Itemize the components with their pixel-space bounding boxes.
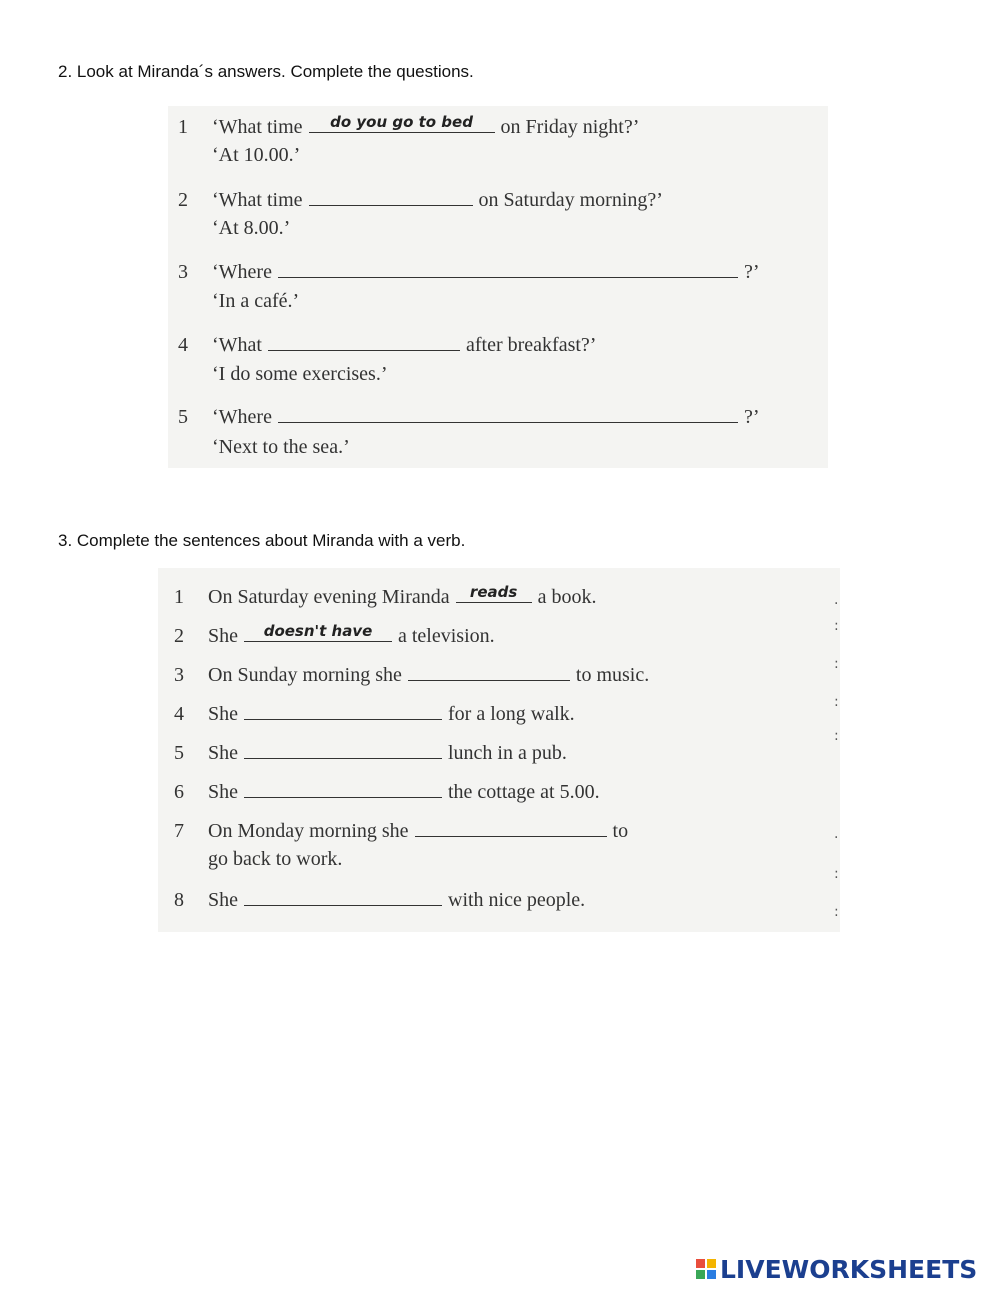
answer-blank[interactable] — [244, 740, 442, 759]
answer-blank[interactable] — [309, 187, 473, 206]
sentence-7 — [174, 818, 628, 843]
sentence-text-after: the cottage at 5.00. — [448, 781, 600, 803]
question-2 — [178, 187, 663, 212]
sentence-text-before: She — [208, 781, 238, 803]
question-4 — [178, 332, 596, 357]
question-number: 1 — [178, 116, 188, 138]
logo-text: LIVEWORKSHEETS — [720, 1254, 978, 1284]
sentence-text-before: She — [208, 625, 238, 647]
answer-blank[interactable] — [278, 259, 738, 278]
sentence-text-before: On Sunday morning she — [208, 664, 402, 686]
sentence-text-before: On Saturday evening Miranda — [208, 586, 450, 608]
question-text-before: ‘What time — [212, 189, 303, 211]
sentence-text-after: to — [612, 820, 629, 842]
scan-edge-mark: : — [834, 618, 839, 634]
sentence-1 — [174, 584, 597, 609]
question-text-after: on Friday night?’ — [500, 116, 640, 138]
sentence-text-before: On Monday morning she — [208, 820, 409, 842]
exercise-3-heading: 3. Complete the sentences about Miranda with a verb. — [58, 531, 466, 550]
sentence-6 — [174, 779, 600, 804]
answer-4: ‘I do some exercises.’ — [212, 363, 388, 385]
question-text-before: ‘Where — [212, 261, 272, 283]
scan-edge-mark: : — [834, 656, 839, 672]
answer-1: ‘At 10.00.’ — [212, 144, 301, 166]
answer-blank[interactable] — [244, 701, 442, 720]
answer-blank[interactable] — [415, 818, 607, 837]
question-text-after: ?’ — [743, 406, 760, 428]
question-text-after: on Saturday morning?’ — [478, 189, 663, 211]
sentence-number: 5 — [174, 742, 184, 764]
exercise-2-heading: 2. Look at Miranda´s answers. Complete the questions. — [58, 62, 474, 81]
question-3 — [178, 259, 760, 284]
sentence-4 — [174, 701, 575, 726]
scan-edge-mark: : — [834, 728, 839, 744]
sentence-text-before: She — [208, 703, 238, 725]
question-number: 5 — [178, 406, 188, 428]
sentence-number: 7 — [174, 820, 184, 842]
scan-edge-mark: . — [834, 826, 839, 842]
question-1 — [178, 114, 639, 139]
sentence-text-after: a book. — [537, 586, 597, 608]
sentence-text-after: lunch in a pub. — [448, 742, 567, 764]
sentence-text-after: with nice people. — [448, 889, 586, 911]
exercise-3-panel — [158, 568, 840, 932]
sentence-text-after: to music. — [575, 664, 650, 686]
answer-blank[interactable] — [309, 114, 495, 133]
sentence-8 — [174, 887, 585, 912]
sentence-text-after: for a long walk. — [448, 703, 575, 725]
scan-edge-mark: : — [834, 866, 839, 882]
answer-blank[interactable] — [408, 662, 570, 681]
answer-blank[interactable] — [244, 887, 442, 906]
question-number: 2 — [178, 189, 188, 211]
sentence-5 — [174, 740, 567, 765]
liveworksheets-logo[interactable] — [696, 1254, 977, 1284]
sentence-3 — [174, 662, 649, 687]
question-text-before: ‘What — [212, 334, 262, 356]
filled-answer: do you go to bed — [330, 113, 473, 131]
liveworksheets-grid-icon — [696, 1259, 716, 1279]
answer-blank[interactable] — [244, 779, 442, 798]
answer-blank[interactable] — [278, 404, 738, 423]
sentence-7-continuation: go back to work. — [208, 848, 343, 870]
scan-edge-mark: : — [834, 694, 839, 710]
question-text-after: ?’ — [743, 261, 760, 283]
filled-answer: reads — [469, 583, 518, 601]
sentence-number: 2 — [174, 625, 184, 647]
sentence-number: 3 — [174, 664, 184, 686]
sentence-number: 4 — [174, 703, 184, 725]
answer-3: ‘In a café.’ — [212, 290, 300, 312]
question-number: 4 — [178, 334, 188, 356]
sentence-2 — [174, 623, 495, 648]
sentence-number: 6 — [174, 781, 184, 803]
question-5 — [178, 404, 760, 429]
question-number: 3 — [178, 261, 188, 283]
question-text-after: after breakfast?’ — [465, 334, 597, 356]
exercise-2-panel — [168, 106, 828, 468]
sentence-text-before: She — [208, 889, 238, 911]
question-text-before: ‘Where — [212, 406, 272, 428]
answer-blank[interactable] — [268, 332, 460, 351]
answer-5: ‘Next to the sea.’ — [212, 436, 350, 458]
question-text-before: ‘What time — [212, 116, 303, 138]
answer-2: ‘At 8.00.’ — [212, 217, 291, 239]
answer-blank[interactable] — [244, 623, 392, 642]
sentence-number: 8 — [174, 889, 184, 911]
scan-edge-mark: : — [834, 904, 839, 920]
sentence-number: 1 — [174, 586, 184, 608]
filled-answer: doesn't have — [263, 622, 373, 640]
answer-blank[interactable] — [456, 584, 532, 603]
scan-edge-mark: . — [834, 592, 839, 608]
sentence-text-before: She — [208, 742, 238, 764]
sentence-text-after: a television. — [398, 625, 495, 647]
